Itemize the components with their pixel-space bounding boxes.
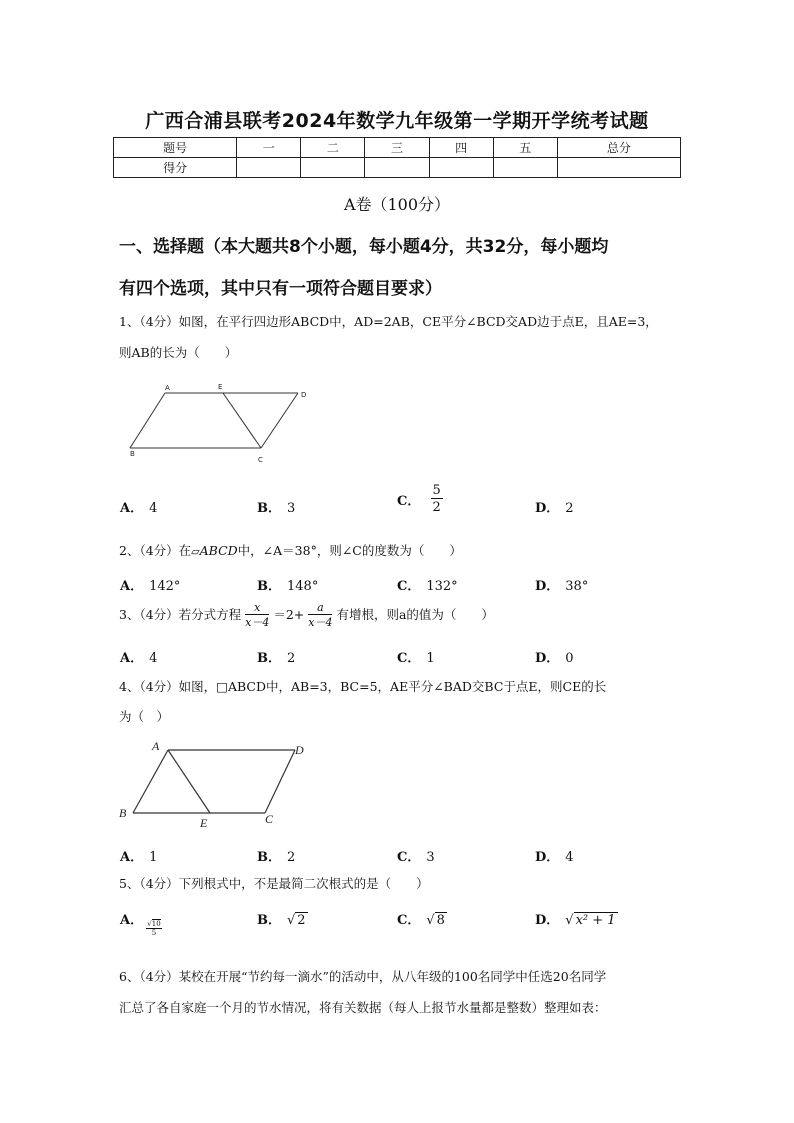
radical: √ x² + 1 (565, 913, 616, 928)
q1-label-c: C (258, 456, 263, 464)
q2-option-b[interactable]: B． 148° (257, 579, 319, 594)
q5-option-b[interactable]: B． √ 2 (257, 913, 306, 928)
q5-option-c[interactable]: C． √ 8 (397, 913, 445, 928)
q5-text: 5、（4分）下列根式中，不是最简二次根式的是（ ） (119, 876, 429, 891)
score-cell: 一 (237, 138, 301, 158)
edge-ab (133, 750, 168, 813)
score-table-header-row (114, 138, 681, 158)
q4-label-b: B (119, 806, 127, 820)
fraction: $\frac{5}{2}$ (432, 483, 441, 515)
q3-text: 3、（4分）若分式方程 $\frac{x}{x-4}$ ＝2+ $\frac{a}{x-4}$ 有增根，则a的值为（ ） (119, 601, 494, 629)
parallelogram-symbol: ▱ (191, 545, 200, 558)
part-heading-line2: 有四个选项，其中只有一项符合题目要求） (119, 279, 442, 299)
q1-label-b: B (130, 450, 135, 458)
q1-option-b[interactable]: B． 3 (257, 501, 296, 516)
q1-label-a: A (165, 384, 170, 392)
edge-ab (130, 393, 165, 448)
q5-option-a-expression: √10 5 (147, 920, 161, 937)
q2-text: 2、（4分）在▱ABCD中，∠A＝38°，则∠C的度数为（ ） (119, 543, 462, 558)
q1-label-e: E (218, 383, 223, 391)
q4-option-d[interactable]: D． 4 (535, 850, 574, 865)
q3-option-a[interactable]: A． 4 (120, 651, 158, 666)
section-heading: A卷（100分） (343, 195, 451, 214)
score-cell: 四 (429, 138, 493, 158)
q4-label-a: A (152, 739, 160, 753)
edge-dc (265, 750, 295, 813)
q3-option-b[interactable]: B． 2 (257, 651, 296, 666)
q6-line2: 汇总了各自家庭一个月的节水情况，将有关数据（每人上报节水量都是整数）整理如表： (119, 1000, 607, 1015)
part-heading-line1: 一、选择题（本大题共8个小题，每小题4分，共32分，每小题均 (119, 237, 609, 257)
q1-line1: 1、（4分）如图，在平行四边形ABCD中，AD=2AB，CE平分∠BCD交AD边于点E，且AE=3， (119, 314, 658, 329)
score-table (113, 137, 681, 178)
score-cell: 三 (365, 138, 429, 158)
q1-label-d: D (301, 391, 307, 399)
score-empty-cell (365, 158, 429, 178)
q4-line2: 为（ ） (119, 709, 170, 724)
fraction: $\frac{x}{x-4}$ (245, 601, 270, 629)
q2-option-c[interactable]: C． 132° (397, 579, 458, 594)
score-cell: 题号 (114, 138, 237, 158)
q4-option-c[interactable]: C． 3 (397, 850, 435, 865)
score-empty-cell (429, 158, 493, 178)
score-cell: 二 (301, 138, 365, 158)
q4-label-e: E (200, 816, 208, 830)
radical: √ 2 (287, 913, 306, 928)
score-empty-cell (237, 158, 301, 178)
score-cell: 总分 (557, 138, 680, 158)
score-row-label: 得分 (114, 158, 237, 178)
q2-option-a[interactable]: A． 142° (120, 579, 181, 594)
q3-option-d[interactable]: D． 0 (535, 651, 574, 666)
score-empty-cell (301, 158, 365, 178)
q1-parallelogram-figure (120, 380, 320, 470)
exam-title: 广西合浦县联考2024年数学九年级第一学期开学统考试题 (145, 110, 649, 132)
q4-label-d: D (295, 743, 304, 757)
q5-option-a[interactable]: A． (120, 913, 144, 928)
q4-option-a[interactable]: A． 1 (120, 850, 158, 865)
fraction: $\frac{a}{x-4}$ (308, 601, 333, 629)
segment-ae (168, 750, 210, 813)
score-cell: 五 (493, 138, 557, 158)
q5-option-d[interactable]: D． √ x² + 1 (535, 913, 616, 928)
q4-label-c: C (265, 812, 274, 826)
q1-line2: 则AB的长为（ ） (119, 345, 238, 360)
q1-option-d[interactable]: D． 2 (535, 501, 574, 516)
q4-line1: 4、（4分）如图，□ABCD中，AB=3，BC=5，AE平分∠BAD交BC于点E，则CE的长 (119, 679, 607, 694)
q4-parallelogram-figure (115, 735, 315, 831)
radical: √ 8 (426, 913, 445, 928)
q3-option-c[interactable]: C． 1 (397, 651, 435, 666)
edge-dc (261, 393, 298, 448)
q1-option-a[interactable]: A． 4 (120, 501, 158, 516)
score-empty-cell (557, 158, 680, 178)
q4-option-b[interactable]: B． 2 (257, 850, 296, 865)
segment-ec (223, 393, 261, 448)
q1-option-c[interactable]: C． $\frac{5}{2}$ (397, 483, 441, 515)
score-empty-cell (493, 158, 557, 178)
score-table-score-row (114, 158, 681, 178)
q2-option-d[interactable]: D． 38° (535, 579, 589, 594)
q6-line1: 6、（4分）某校在开展“节约每一滴水”的活动中，从八年级的100名同学中任选20名同学 (119, 969, 607, 984)
